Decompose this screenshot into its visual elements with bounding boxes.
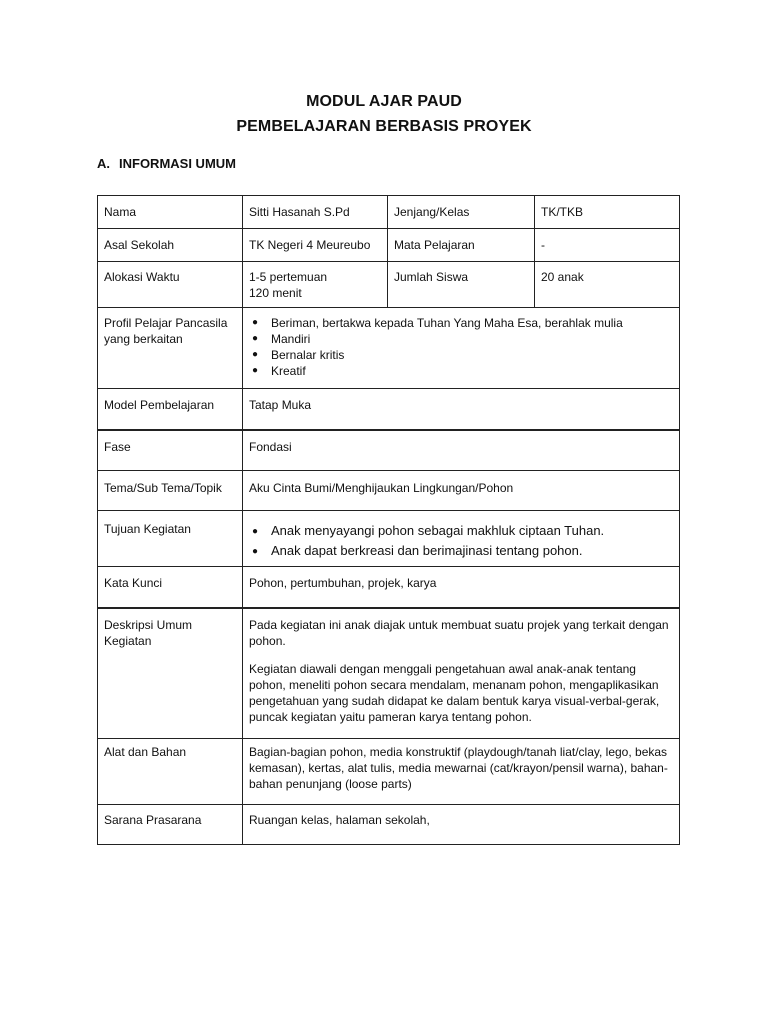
- cell-jenjang-label: Jenjang/Kelas: [388, 196, 535, 229]
- cell-model-label: Model Pembelajaran: [98, 389, 243, 430]
- profil-label-line-1: Profil Pelajar Pancasila: [104, 316, 228, 330]
- row-alokasi-waktu: [98, 262, 680, 308]
- cell-kunci-value: Pohon, pertumbuhan, projek, karya: [243, 567, 680, 608]
- list-item: ● Bernalar kritis: [249, 347, 673, 363]
- row-fase: [98, 430, 680, 471]
- section-letter: A.: [97, 156, 110, 171]
- deskripsi-paragraph-1: Pada kegiatan ini anak diajak untuk membuat suatu projek yang terkait dengan pohon.: [249, 617, 669, 648]
- cell-tujuan-value: [243, 511, 680, 567]
- cell-alokasi-label: Alokasi Waktu: [98, 262, 243, 308]
- cell-fase-label: Fase: [98, 430, 243, 471]
- cell-fase-value: Fondasi: [243, 430, 680, 471]
- profil-list: [249, 315, 673, 379]
- list-item: ● Mandiri: [249, 331, 673, 347]
- cell-jumlah-value: 20 anak: [535, 262, 680, 308]
- row-tema: [98, 471, 680, 511]
- cell-sarana-label: Sarana Prasarana: [98, 805, 243, 845]
- row-asal-sekolah: [98, 229, 680, 262]
- document-title: MODUL AJAR PAUD: [306, 93, 462, 110]
- row-nama: [98, 196, 680, 229]
- cell-mapel-label: Mata Pelajaran: [388, 229, 535, 262]
- alokasi-line-1: 1-5 pertemuan: [249, 270, 328, 284]
- list-item: ● Beriman, bertakwa kepada Tuhan Yang Maha Esa, berahlak mulia: [249, 315, 673, 331]
- info-table: [97, 195, 680, 845]
- cell-kunci-label: Kata Kunci: [98, 567, 243, 608]
- row-profil-pelajar: [98, 308, 680, 389]
- section-heading: [97, 156, 236, 171]
- cell-model-value: Tatap Muka: [243, 389, 680, 430]
- tujuan-list: [249, 521, 673, 561]
- cell-deskripsi-label: Deskripsi Umum Kegiatan: [98, 608, 243, 739]
- profil-label-line-2: yang berkaitan: [104, 332, 183, 346]
- row-sarana: [98, 805, 680, 845]
- cell-asal-value: TK Negeri 4 Meureubo: [243, 229, 388, 262]
- row-kata-kunci: [98, 567, 680, 608]
- cell-nama-label: Nama: [98, 196, 243, 229]
- cell-alat-value: Bagian-bagian pohon, media konstruktif (playdough/tanah liat/clay, lego, bekas kemasan), kertas, alat tulis, media mewarnai (cat/krayon/pensil warna), bahan-bahan penunjang (loose parts): [243, 739, 680, 805]
- cell-mapel-value: -: [535, 229, 680, 262]
- row-model-pembelajaran: [98, 389, 680, 430]
- cell-tujuan-label: Tujuan Kegiatan: [98, 511, 243, 567]
- cell-profil-value: [243, 308, 680, 389]
- cell-tema-value: Aku Cinta Bumi/Menghijaukan Lingkungan/Pohon: [243, 471, 680, 511]
- cell-deskripsi-value: [243, 608, 680, 739]
- cell-jenjang-value: TK/TKB: [535, 196, 680, 229]
- list-item: ● Kreatif: [249, 363, 673, 379]
- cell-alokasi-value: [243, 262, 388, 308]
- cell-asal-label: Asal Sekolah: [98, 229, 243, 262]
- section-label: INFORMASI UMUM: [119, 156, 236, 171]
- row-tujuan-kegiatan: [98, 511, 680, 567]
- cell-alat-label: Alat dan Bahan: [98, 739, 243, 805]
- cell-nama-value: Sitti Hasanah S.Pd: [243, 196, 388, 229]
- alokasi-line-2: 120 menit: [249, 286, 302, 300]
- row-deskripsi: [98, 608, 680, 739]
- document-subtitle: PEMBELAJARAN BERBASIS PROYEK: [236, 118, 532, 135]
- list-item: ● Anak dapat berkreasi dan berimajinasi tentang pohon.: [249, 541, 673, 561]
- cell-jumlah-label: Jumlah Siswa: [388, 262, 535, 308]
- row-alat-bahan: [98, 739, 680, 805]
- cell-tema-label: Tema/Sub Tema/Topik: [98, 471, 243, 511]
- cell-sarana-value: Ruangan kelas, halaman sekolah,: [243, 805, 680, 845]
- cell-profil-label: [98, 308, 243, 389]
- list-item: ● Anak menyayangi pohon sebagai makhluk ciptaan Tuhan.: [249, 521, 673, 541]
- deskripsi-paragraph-2: Kegiatan diawali dengan menggali pengetahuan awal anak-anak tentang pohon, meneliti pohon secara mendalam, menanam pohon, mengaplikasikan pengetahuan yang sudah didapat ke dalam bentuk karya visual-verbal-gerak, puncak kegiatan yaitu pameran karya tentang pohon.: [249, 661, 660, 724]
